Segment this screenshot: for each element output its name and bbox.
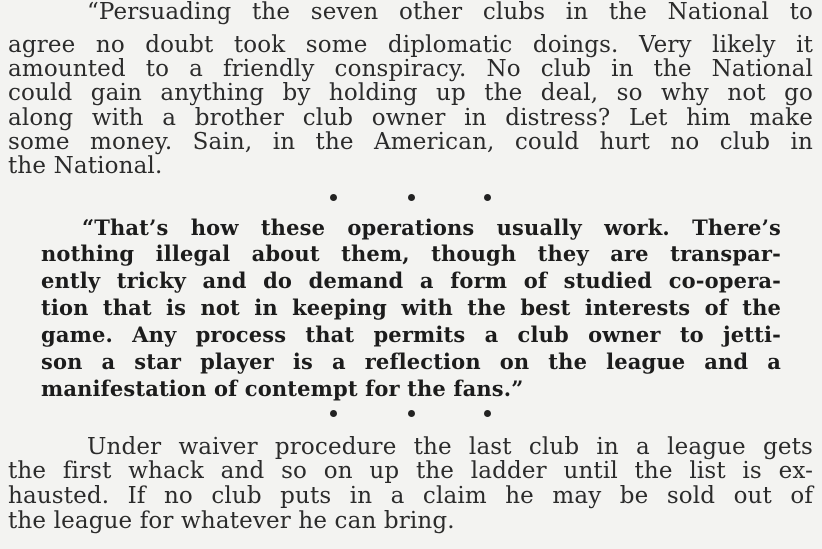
quote-line: son a star player is a reflection on the league and a bbox=[41, 349, 781, 374]
quote-line: ently tricky and do demand a form of studied co-opera- bbox=[41, 268, 781, 293]
separator-dot bbox=[330, 194, 337, 201]
paragraph-line: the National. bbox=[8, 153, 163, 179]
quote-line: “That’s how these operations usually work. There’s bbox=[82, 215, 781, 240]
quote-line: manifestation of contempt for the fans.” bbox=[41, 376, 524, 401]
quote-line: nothing illegal about them, though they are transpar- bbox=[41, 241, 781, 266]
section-separator bbox=[300, 410, 520, 422]
paragraph-line: the first whack and so on up the ladder until the list is ex- bbox=[8, 458, 813, 484]
paragraph-line: agree no doubt took some diplomatic doings. Very likely it bbox=[8, 32, 813, 58]
quote-line: tion that is not in keeping with the best interests of the bbox=[41, 295, 781, 320]
separator-dot bbox=[484, 410, 491, 417]
paragraph-line: could gain anything by holding up the deal, so why not go bbox=[8, 80, 813, 106]
section-separator bbox=[300, 194, 520, 206]
paragraph-line: “Persuading the seven other clubs in the National to bbox=[87, 0, 813, 25]
paragraph-line: hausted. If no club puts in a claim he may be sold out of bbox=[8, 483, 813, 509]
paragraph-line: the league for whatever he can bring. bbox=[8, 508, 455, 534]
paragraph-line: along with a brother club owner in distress? Let him make bbox=[8, 105, 813, 131]
paragraph-line: amounted to a friendly conspiracy. No club in the National bbox=[8, 56, 813, 82]
separator-dot bbox=[484, 194, 491, 201]
paragraph-line: Under waiver procedure the last club in a league gets bbox=[87, 434, 813, 460]
separator-dot bbox=[330, 410, 337, 417]
quote-line: game. Any process that permits a club owner to jetti- bbox=[41, 322, 781, 347]
paragraph-line: some money. Sain, in the American, could hurt no club in bbox=[8, 129, 813, 155]
separator-dot bbox=[408, 194, 415, 201]
separator-dot bbox=[408, 410, 415, 417]
